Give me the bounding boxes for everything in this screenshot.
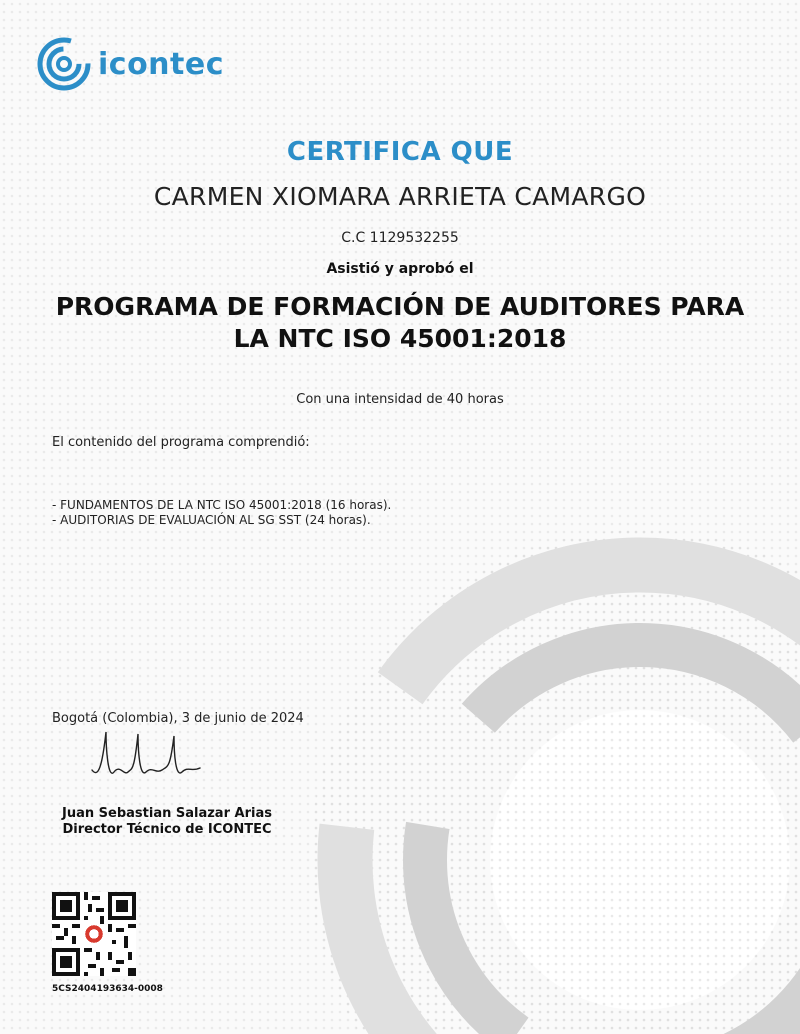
recipient-name: CARMEN XIOMARA ARRIETA CAMARGO [153, 182, 647, 211]
icontec-logo [36, 36, 224, 92]
attended-text: Asistió y aprobó el [326, 261, 474, 277]
verification-code: 5CS2404193634-0008 [52, 984, 163, 994]
signatory-name: Juan Sebastian Salazar Arias [62, 806, 272, 821]
signatory-title: Director Técnico de ICONTEC [62, 822, 272, 837]
intensity-text: Con una intensidad de 40 horas [296, 392, 504, 407]
icontec-logo-icon [36, 36, 92, 92]
id-number: C.C 1129532255 [341, 230, 459, 246]
certifica-heading: CERTIFICA QUE [286, 137, 514, 167]
logo-text: icontec [98, 46, 225, 82]
list-item: - FUNDAMENTOS DE LA NTC ISO 45001:2018 (16 horas). [52, 498, 392, 512]
content-intro: El contenido del programa comprendió: [52, 435, 310, 450]
signature-image [88, 728, 208, 788]
program-title-line-2: LA NTC ISO 45001:2018 [233, 324, 567, 353]
program-title-line-1: PROGRAMA DE FORMACIÓN DE AUDITORES PARA [55, 292, 745, 321]
program-title [0, 291, 800, 355]
place-date: Bogotá (Colombia), 3 de junio de 2024 [52, 711, 304, 726]
content-list [52, 498, 391, 528]
signatory-block [52, 806, 282, 838]
list-item: - AUDITORIAS DE EVALUACIÓN AL SG SST (24 horas). [52, 513, 371, 527]
qr-code-icon [52, 892, 136, 976]
